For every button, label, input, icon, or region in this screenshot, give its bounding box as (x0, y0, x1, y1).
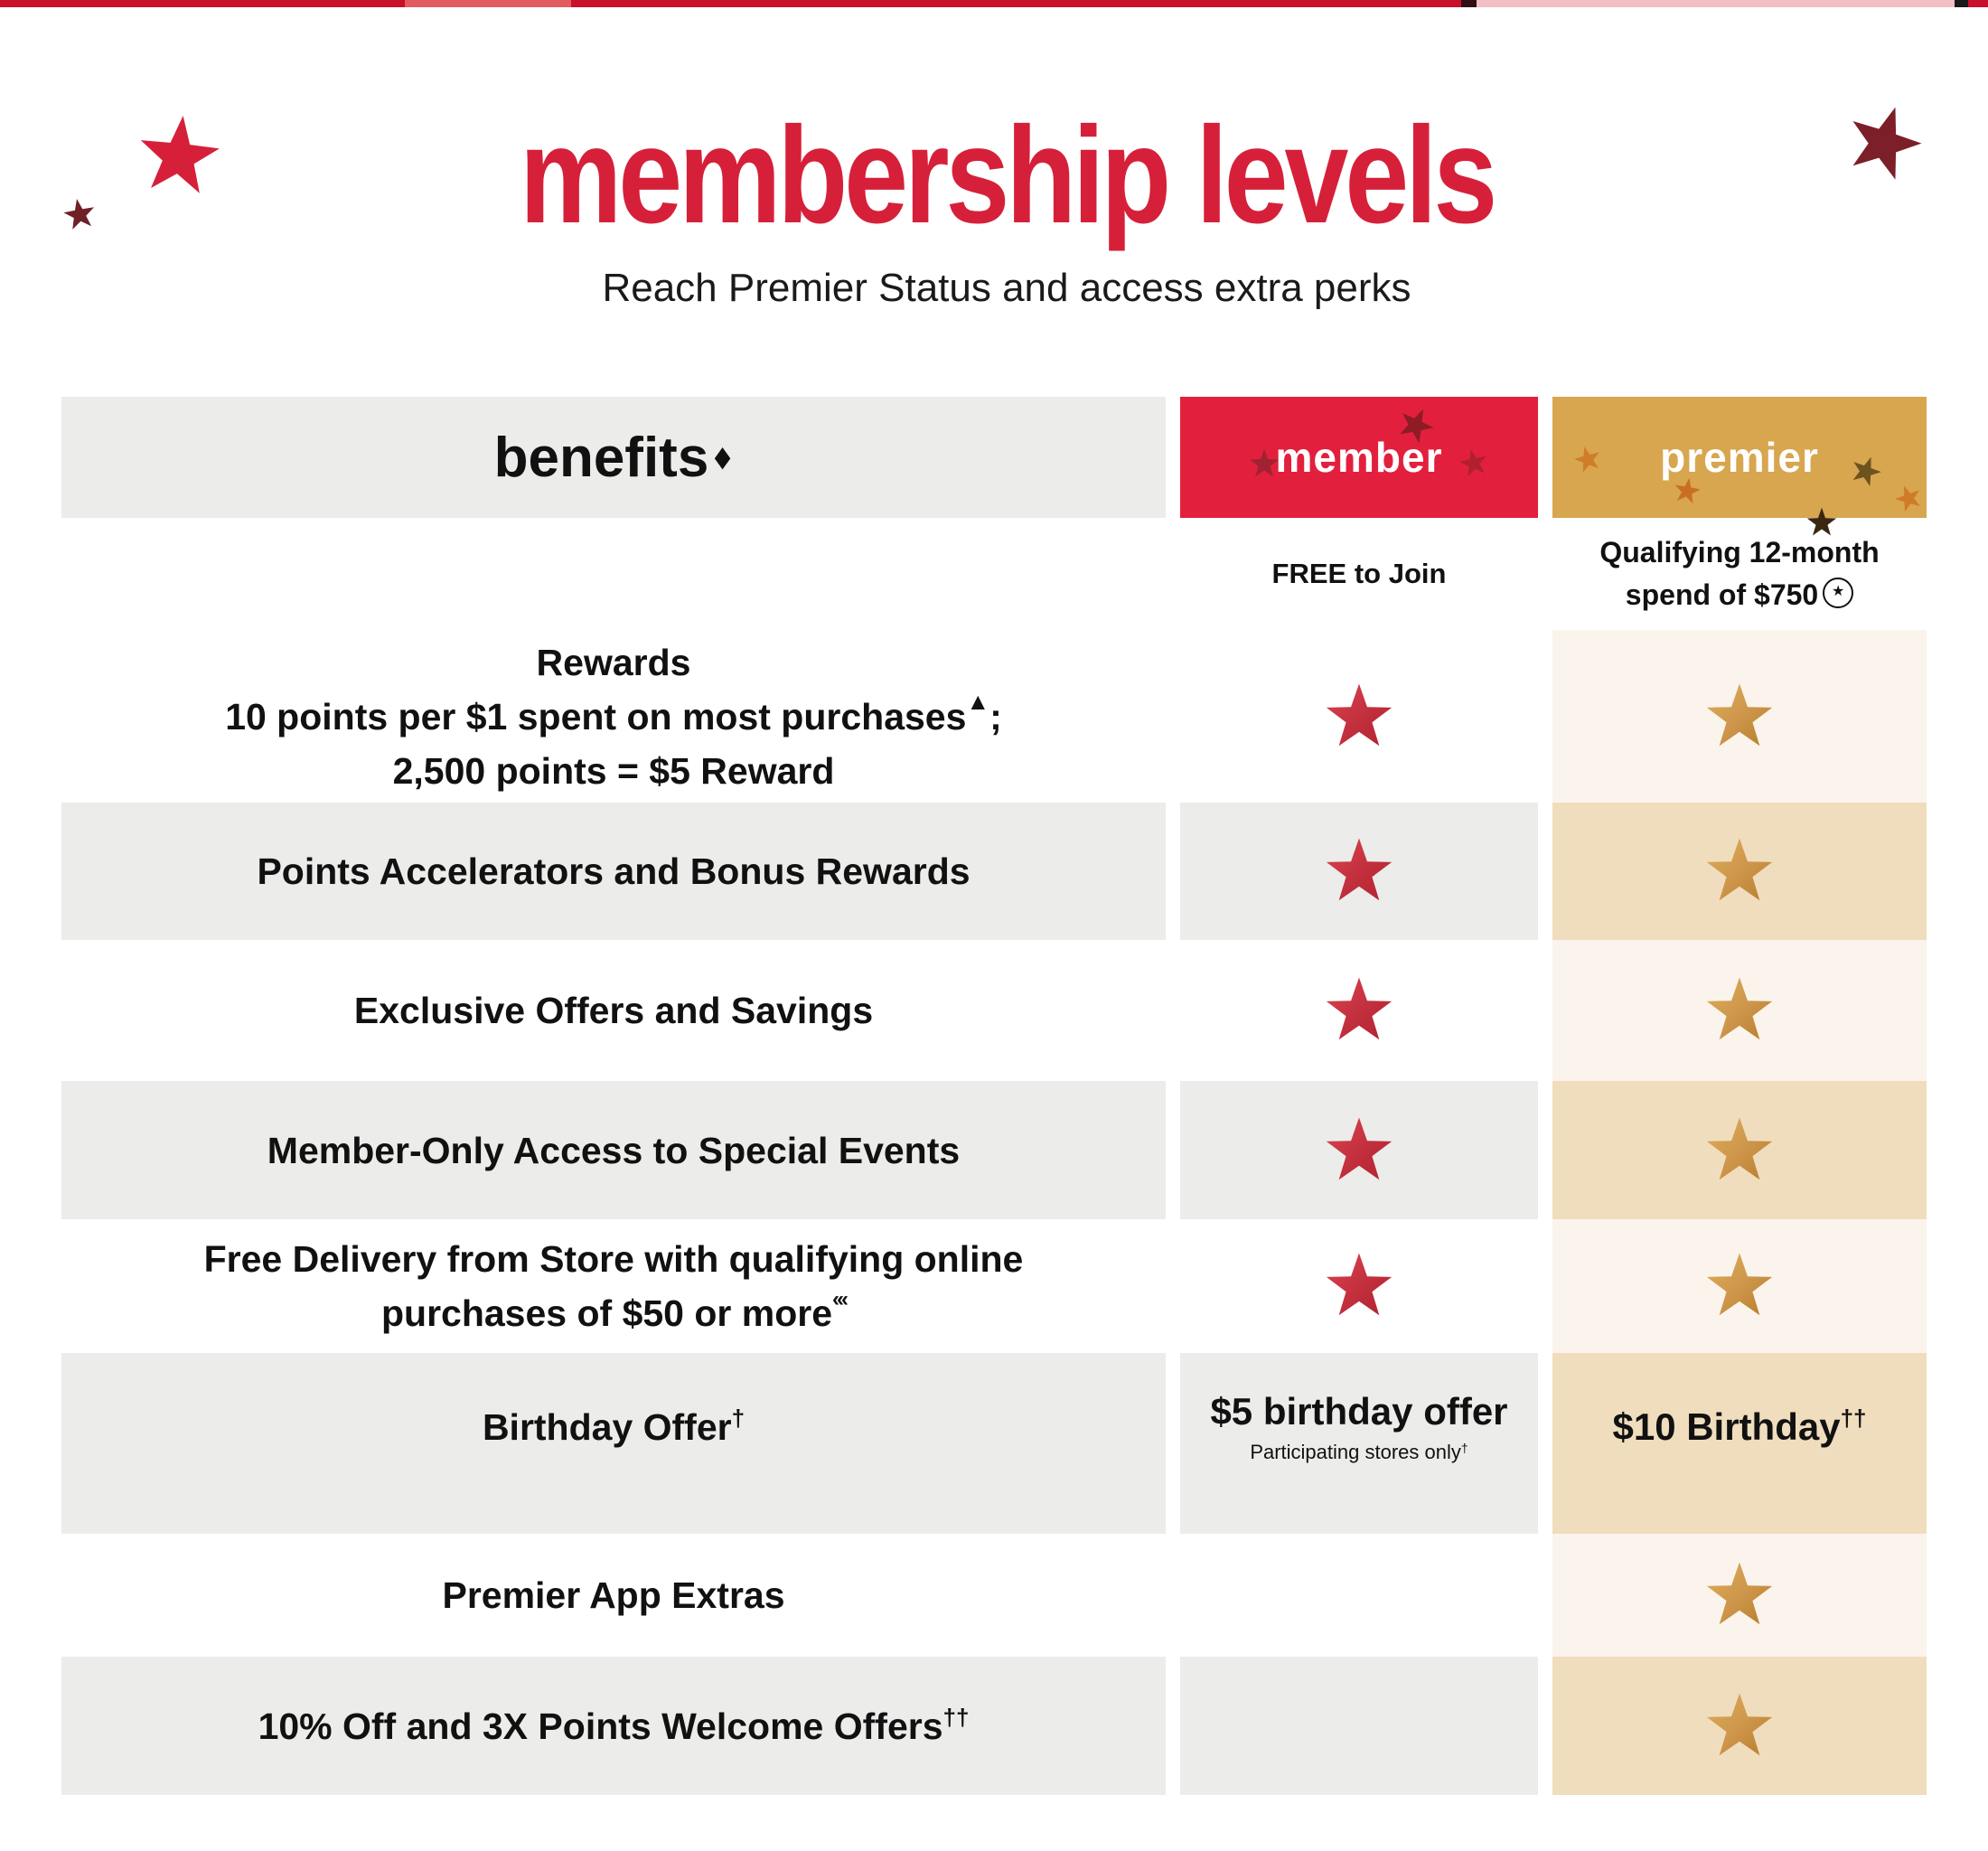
strip-segment (0, 0, 405, 7)
red-glitter-star-icon (1325, 682, 1393, 751)
member-cell-exclusive-offers (1180, 940, 1538, 1081)
dagger-marker: † (731, 1405, 746, 1432)
gold-glitter-star-icon (1705, 1252, 1774, 1320)
gold-glitter-star-icon (1705, 1116, 1774, 1185)
top-color-strip (0, 0, 1988, 7)
premier-header-cell (1552, 397, 1927, 518)
member-header-cell (1180, 397, 1538, 518)
benefit-points-accelerators: Points Accelerators and Bonus Rewards (61, 803, 1166, 940)
premier-cell-premier-app-extras (1552, 1534, 1927, 1657)
member-subtext: FREE to Join (1271, 558, 1447, 589)
strip-segment (1968, 0, 1988, 7)
gold-glitter-star-icon (1705, 1692, 1774, 1761)
member-cell-points-accelerators (1180, 803, 1538, 940)
page-title: membership levels (519, 99, 1495, 252)
premier-cell-welcome-offers (1552, 1657, 1927, 1795)
double-dagger-marker: †† (942, 1703, 970, 1731)
strip-segment (1477, 0, 1955, 7)
strip-segment (405, 0, 571, 7)
gold-glitter-star-icon (1705, 1561, 1774, 1630)
premier-cell-exclusive-offers (1552, 940, 1927, 1081)
red-glitter-star-icon (1325, 1252, 1393, 1320)
premier-cell-points-accelerators (1552, 803, 1927, 940)
premier-cell-birthday-offer: $10 Birthday†† (1552, 1353, 1927, 1534)
premier-cell-rewards (1552, 630, 1927, 803)
red-glitter-star-icon (1325, 976, 1393, 1045)
premier-header-label: premier (1660, 434, 1819, 481)
dagger-marker: † (1460, 1441, 1468, 1455)
dark-red-star-icon (61, 195, 98, 233)
premier-subtext: Qualifying 12-month spend of $750 ★ (1599, 536, 1880, 611)
member-cell-welcome-offers-empty (1180, 1657, 1538, 1795)
red-glitter-star-icon (1325, 1116, 1393, 1185)
benefit-member-only-events: Member-Only Access to Special Events (61, 1081, 1166, 1219)
benefit-birthday-offer: Birthday Offer† (61, 1353, 1166, 1534)
strip-segment (1461, 0, 1477, 7)
premier-header-star-icon (1891, 481, 1926, 515)
member-header-label: member (1275, 434, 1443, 481)
benefits-header-cell: benefits ◆ (61, 397, 1166, 518)
strip-segment (571, 0, 1461, 7)
premier-cell-member-only-events (1552, 1081, 1927, 1219)
benefit-free-delivery: Free Delivery from Store with qualifying online purchases of $50 or more‹‹‹ (203, 1238, 1024, 1334)
page-subtitle: Reach Premier Status and access extra perks (602, 266, 1411, 310)
benefit-exclusive-offers: Exclusive Offers and Savings (353, 990, 874, 1031)
double-dagger-marker: †† (1840, 1405, 1867, 1432)
member-header-star-icon (1457, 446, 1491, 480)
gold-glitter-star-icon (1705, 837, 1774, 906)
gold-glitter-star-icon (1705, 682, 1774, 751)
premier-cell-free-delivery (1552, 1219, 1927, 1353)
member-cell-member-only-events (1180, 1081, 1538, 1219)
benefit-rewards: Rewards 10 points per $1 spent on most purchases▲; 2,500 points = $5 Reward (225, 641, 1002, 792)
strip-segment (1955, 0, 1968, 7)
benefits-header-label: benefits (493, 426, 709, 489)
circled-star-marker-icon: ★ (1823, 578, 1853, 608)
benefit-welcome-offers: 10% Off and 3X Points Welcome Offers†† (61, 1657, 1166, 1795)
red-glitter-star-icon (1325, 837, 1393, 906)
member-cell-free-delivery (1180, 1219, 1538, 1353)
triangle-marker: ▲ (966, 687, 990, 715)
maroon-star-icon (1836, 94, 1932, 190)
premier-header-star-icon (1571, 443, 1605, 476)
member-cell-birthday-offer: $5 birthday offer Participating stores only† (1180, 1353, 1538, 1534)
triple-angle-marker: ‹‹‹ (832, 1287, 846, 1311)
member-cell-rewards (1180, 630, 1538, 803)
gold-glitter-star-icon (1705, 976, 1774, 1045)
benefit-premier-app-extras: Premier App Extras (442, 1574, 785, 1616)
premier-header-star-icon (1846, 451, 1886, 491)
